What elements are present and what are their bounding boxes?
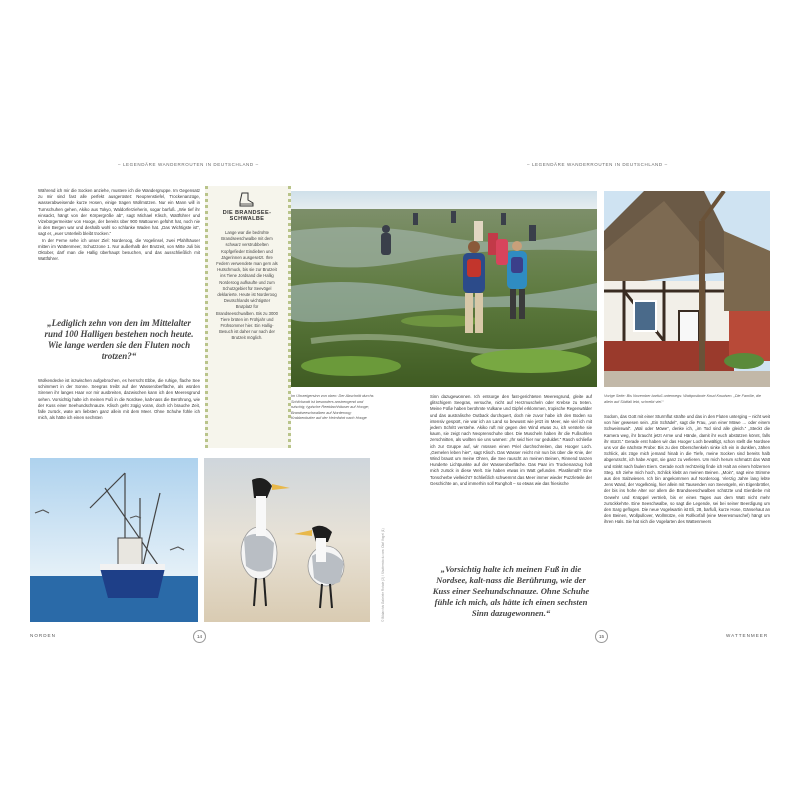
caption-left: Im Uhrzeigersinn von oben: Der Abschnitt durchs Schlickwatt ist besonders anstrengend und rutschig; typische Reetdachhäuser auf Hooge; Brandseeschwalben auf Norderoog; Krabbenkutter auf der Heimfahrt nach Hooge [291,394,374,421]
pull-quote-right: „Vorsichtig halte ich meinen Fuß in die Nordsee, kalt-nass die Berührung, wie der Kuss einer Seehundschnauze. Ohne Schuhe fühle ich mich, als hätte ich einen sechsten Sinn dazugewonnen.“ [432,564,590,618]
left-text-column [38,188,200,262]
photo-credit: © Bildarchiv Gabriele Rohde (2) / Shutterstock.com: Olaf Vogel (1) [381,528,385,622]
sidebar-text: Lange war die bedrohte Brandseeschwalbe mit dem schwarz verstrubbelten Kopfgefieder Eindieben und Jägerinnen ausgesetzt. Ihre Federn verwendete man gern als Hutschmuck, bis sie zur Brutzeit ins Tiene Jordsand die Hallig Norderoog aufkaufte und zum Schutzgebiet für Seevögel deklarierte. Heute ist Norderoog Deutschlands wichtigster Brutplatz für Brandseeschwalben. Bis zu 3000 Tiere brüten im Frühjahr und Frühsommer hier. Ein Hallig-Besuch ist daher nur nach der Brutzeit möglich. [216,230,278,341]
left-text-column-lower [38,378,200,421]
sidebar-title: DIE BRANDSEE-SCHWALBE [222,210,272,222]
paragraph: Wolkendecke ist inzwischen aufgebrochen, es herrscht Ebbe, die ruhige, flache See schimmert in der Sonne. Seegras treibt auf der Wasseroberfläche, als würden Sirenen ihr langes Haar vor mir ausbreiten, dazwischen kann ich den Meeresgrund sehen. Vorsichtig halte ich meinen Fuß in die Nordsee, kalt-nass die Berührung, wie der Kuss einer Seehundschnauze. Klisch geht zügig voran, doch ich brauche Zeit, falle zurück, wate am liebsten ganz allein mit dem Meer. Ohne Schuhe fühle ich mich, als hätte ich einen sechsten [38,378,200,421]
photo-fishing-boat [30,458,198,622]
page-number-left: 14 [193,630,206,643]
running-head-left: – LEGENDÄRE WANDERROUTEN IN DEUTSCHLAND – [118,162,259,167]
running-head-right: – LEGENDÄRE WANDERROUTEN IN DEUTSCHLAND – [527,162,668,167]
photo-thatched-house [604,191,770,387]
photo-wadden-walk [291,191,597,387]
folio-left: NORDEN [30,633,56,638]
photo-terns [204,458,370,622]
paragraph: In der Ferne sehe ich unser Ziel: Norderoog, die Vogelinsel, zwei Pfahlhäuser mitten im Wattenmeer, Schutzzone 1. Nur außerhalb der Brutzeit, von Mitte Juli bis Oktober, darf man die Hallig überhaupt besuchen, und das ausschließlich mit Wattführer. [38,237,200,262]
paragraph: Während ich mir die Socken anziehe, mustere ich die Wandergruppe. Im Gegensatz zu mir sind fast alle perfekt ausgerüstet: Neoprenstiefel, Trockenanzüge, wasserabweisende kurze Hosen, einige tragen Wollmützen. Nur ein Mann will in Turnschuhen gehen, Akiko aus Tokyo, Waldorferzieherin, sogar barfuß. „Wie tief ihr einsackt, hängt von der Körpergröße ab“, sagt Michael Klisch, Wattführer und Vizebürgermeister von Hooge, der bereits über 900 Wattouren geführt hat, noch nie in den Bergen war und deshalb wohl so schlanke Waden hat. „Das Wichtigste ist“, sagt er, „euer Unterleib bleibt trocken.“ [38,188,200,237]
right-text-column [604,414,770,526]
folio-right: WATTENMEER [726,633,769,638]
paragraph: Sodom, das Gott mit einer Sturmflut strafte und das in den Fluten unterging – nicht weit von hier gewesen sein. „Ein Schädel“, sagt die Frau, „von einer Möwe … oder einem Schweinswal“. „Wal oder Möwe“, denke ich, „im Tod sind alle gleich.“ „Steckt die Kamera weg, ihr braucht jetzt Arme und Hände, damit ihr euch abstützen könnt, falls ihr stürzt.“ Gerade erst haben wir das Hooger Loch bewältigt, schon stellt die Nordsee uns vor die nächste Probe: Bis zu den Oberschenkeln sinke ich ein in dunklen, zähen Schlick, als zöge mich jemand hinab in die Tiefe, meine Socken sind bereits halb abgerutscht, ich habe Angst, sie ganz zu verlieren. Um mich herum schmatzt das Watt und stinkt nach faulen Eiern. Gerade noch rechtzeitig finde ich Halt an einem hölzernen Steg. Ich ziehe mich hoch, Schlick klebt an meinen Beinen. „Moin“, sagt eine Stimme aus den Salzwiesen. Ich bin angekommen auf Norderoog. Vierzig Jahre lang lebte Jens Wand, der Vogelkönig, hier allein mit Tausenden von Seevögeln, ein Eigenbrötler, der bis ins hohe Alter vor allem die Brandseeschwalben schützte und Eierdiebe mit Gewehr und Knüppel vertrieb, bis er eines Tages aus dem Watt nicht mehr zurückkehrte. Eine Seeschwalbe, so sagt die Legende, sei bei seiner Beerdigung um den Sarg geflogen. Die neue Vogelwartin ist Eli, 28, barfuß, kurze Hose, Gänsehaut an den Beinen, Wollpullover, Wollmütze, ein Rollkorfall (eine Meeresmuschel) hängt um ihren Hals. Sie hat sich die Vogelarten des Wattenmeers [604,414,771,525]
boot-icon [237,192,255,208]
page-number-right: 15 [595,630,608,643]
middle-text-column [430,394,592,487]
caption-right: Vorige Seite: Bis November barfuß unterwegs: Wattpostbote Knud Knudsen. „Die Familie, die allein auf Südfall lebt, schreibt viel.“ [604,394,762,404]
pull-quote-left: „Lediglich zehn von den im Mittelalter rund 100 Halligen bestehen noch heute. Wie lange werden sie den Fluten noch trotzen?“ [44,318,194,361]
paragraph: Sinn dazugewonnen. Ich entsorge den fast-gerichteten Meeresgrund, gleite auf glitschigem Seegras, versuche, nicht auf Herzmuscheln oder Krebse zu treten. Meine Füße haben berühmte Vulkane und Gipfel erklommen, tropische Regenwälder und das australische Outback durchquert, doch nie zuvor habe ich den Boden so intensiv gespürt, nie war ich an Land so bewusst wie jetzt im Meer, wie viel ich mit jedem Schritt verstehe. Akiko ruft mir gegen den Wind etwas zu, ich verstehe sie kaum, sie zeigt nach Neoprenschuhe über. Die Muscheln haben ihr die Fußsohlen zerschnitten, als wollten sie uns warnen: „Ihr seid hier nur geduldet.“ Rasch schließe ich zur Gruppe auf, wir müssen einen Priel durchschreiten, das Hooger Loch. „Gemelen leben hier“, sagt Klisch. Das Wasser reicht mir nun bis über die Knie, der Wind braust um meine Ohren, die See rauscht an meinen Beinen, Rinnend tanzen Hunderte Lichtpunkte auf der Wasseroberfläche. Das Paar im Trockenanzug holt mich zurück in diese Welt. Sie haben etwas im Watt gefunden. Plastikmüll? Eine Tonscherbe vielleicht? Schließlich schwemmt das Meer immer wieder Puzzleteile der Geschichte an, und immerhin soll Rungholt – so etwas wie das friesische [430,394,592,486]
sidebar-box [205,186,291,448]
